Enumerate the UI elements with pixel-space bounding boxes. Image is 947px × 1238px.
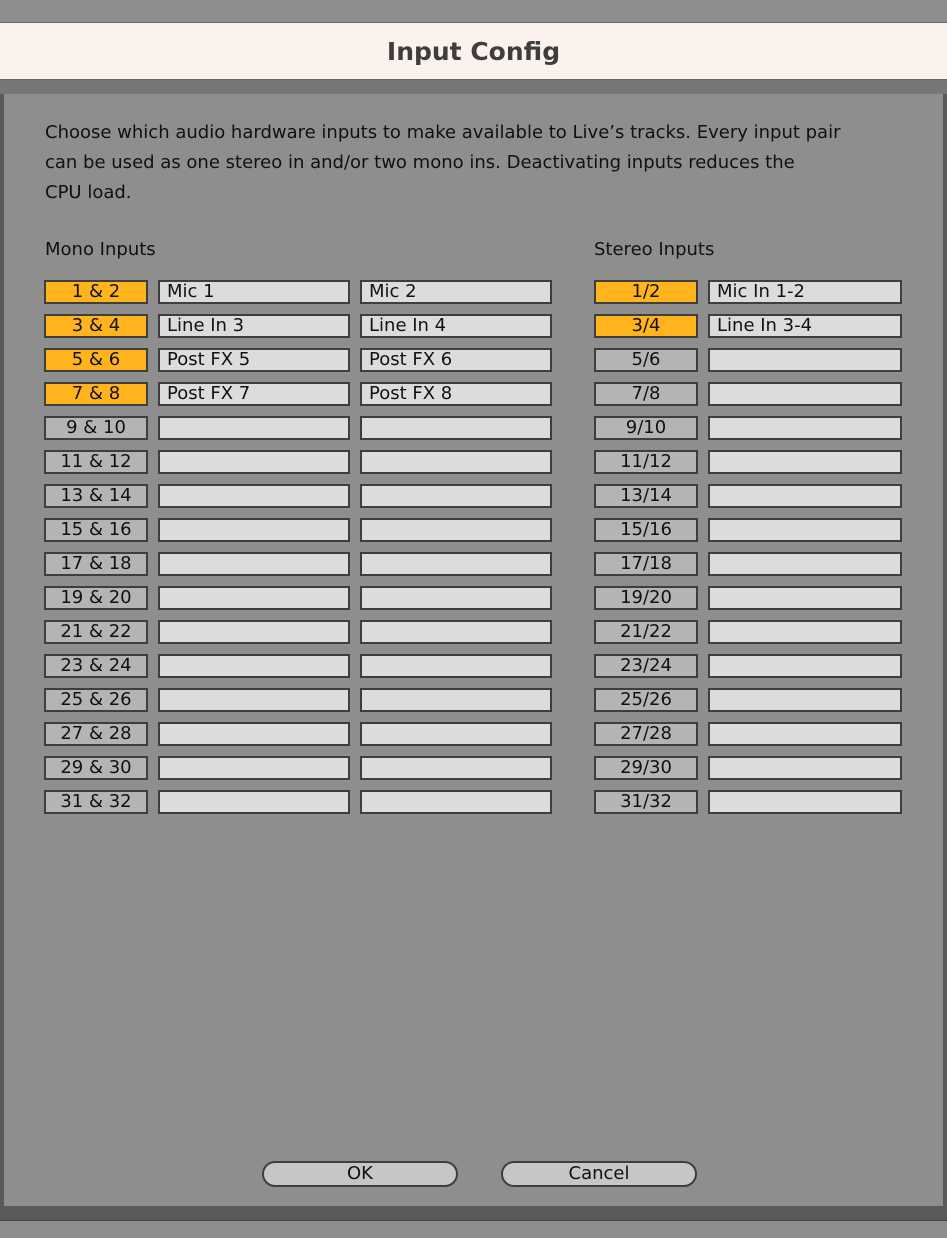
mono-left-name-field[interactable]	[158, 620, 350, 644]
stereo-inputs-label: Stereo Inputs	[594, 239, 715, 260]
mono-right-name-field[interactable]	[360, 756, 552, 780]
mono-pair-toggle[interactable]: 3 & 4	[44, 314, 148, 338]
stereo-pair-toggle[interactable]: 7/8	[594, 382, 698, 406]
stereo-name-field[interactable]	[708, 450, 902, 474]
mono-pair-toggle[interactable]: 21 & 22	[44, 620, 148, 644]
stereo-pair-toggle[interactable]: 1/2	[594, 280, 698, 304]
mono-pair-toggle[interactable]: 13 & 14	[44, 484, 148, 508]
stereo-pair-toggle[interactable]: 9/10	[594, 416, 698, 440]
stereo-pair-toggle[interactable]: 27/28	[594, 722, 698, 746]
mono-left-name-field[interactable]	[158, 518, 350, 542]
dialog-panel	[0, 94, 947, 1206]
stereo-name-field[interactable]: Mic In 1-2	[708, 280, 902, 304]
mono-left-name-field[interactable]	[158, 756, 350, 780]
window-title: Input Config	[0, 22, 947, 80]
mono-pair-toggle[interactable]: 31 & 32	[44, 790, 148, 814]
dialog-bottom-edge	[0, 1206, 947, 1220]
mono-pair-toggle[interactable]: 7 & 8	[44, 382, 148, 406]
mono-right-name-field[interactable]	[360, 586, 552, 610]
mono-pair-toggle[interactable]: 15 & 16	[44, 518, 148, 542]
mono-pair-toggle[interactable]: 11 & 12	[44, 450, 148, 474]
mono-left-name-field[interactable]: Line In 3	[158, 314, 350, 338]
description-line: Choose which audio hardware inputs to make available to Live’s tracks. Every input pair	[45, 122, 841, 143]
stereo-pair-toggle[interactable]: 29/30	[594, 756, 698, 780]
stereo-name-field[interactable]	[708, 722, 902, 746]
stereo-name-field[interactable]	[708, 790, 902, 814]
stereo-name-field[interactable]	[708, 348, 902, 372]
mono-right-name-field[interactable]	[360, 484, 552, 508]
mono-pair-toggle[interactable]: 27 & 28	[44, 722, 148, 746]
mono-right-name-field[interactable]	[360, 620, 552, 644]
mono-right-name-field[interactable]	[360, 450, 552, 474]
mono-pair-toggle[interactable]: 5 & 6	[44, 348, 148, 372]
description-line: CPU load.	[45, 182, 132, 203]
mono-left-name-field[interactable]	[158, 484, 350, 508]
mono-pair-toggle[interactable]: 25 & 26	[44, 688, 148, 712]
stereo-name-field[interactable]	[708, 552, 902, 576]
mono-right-name-field[interactable]	[360, 518, 552, 542]
mono-pair-toggle[interactable]: 1 & 2	[44, 280, 148, 304]
stereo-pair-toggle[interactable]: 3/4	[594, 314, 698, 338]
stereo-name-field[interactable]	[708, 382, 902, 406]
mono-right-name-field[interactable]: Post FX 6	[360, 348, 552, 372]
stereo-pair-toggle[interactable]: 19/20	[594, 586, 698, 610]
mono-left-name-field[interactable]	[158, 552, 350, 576]
stereo-name-field[interactable]	[708, 688, 902, 712]
mono-left-name-field[interactable]	[158, 688, 350, 712]
stereo-name-field[interactable]	[708, 416, 902, 440]
stereo-pair-toggle[interactable]: 15/16	[594, 518, 698, 542]
mono-pair-toggle[interactable]: 23 & 24	[44, 654, 148, 678]
stereo-name-field[interactable]	[708, 620, 902, 644]
stereo-pair-toggle[interactable]: 25/26	[594, 688, 698, 712]
stereo-pair-toggle[interactable]: 21/22	[594, 620, 698, 644]
mono-right-name-field[interactable]	[360, 790, 552, 814]
stereo-name-field[interactable]: Line In 3-4	[708, 314, 902, 338]
mono-pair-toggle[interactable]: 9 & 10	[44, 416, 148, 440]
mono-pair-toggle[interactable]: 29 & 30	[44, 756, 148, 780]
description	[45, 118, 915, 208]
mono-pair-toggle[interactable]: 17 & 18	[44, 552, 148, 576]
mono-right-name-field[interactable]	[360, 688, 552, 712]
stereo-pair-toggle[interactable]: 31/32	[594, 790, 698, 814]
mono-right-name-field[interactable]	[360, 654, 552, 678]
stereo-pair-toggle[interactable]: 23/24	[594, 654, 698, 678]
window-bottom-strip	[0, 1220, 947, 1238]
mono-right-name-field[interactable]	[360, 722, 552, 746]
stereo-name-field[interactable]	[708, 484, 902, 508]
mono-right-name-field[interactable]	[360, 416, 552, 440]
mono-left-name-field[interactable]	[158, 416, 350, 440]
ok-button[interactable]: OK	[262, 1161, 458, 1187]
mono-left-name-field[interactable]	[158, 586, 350, 610]
stereo-pair-toggle[interactable]: 5/6	[594, 348, 698, 372]
mono-left-name-field[interactable]	[158, 722, 350, 746]
mono-inputs-label: Mono Inputs	[45, 239, 156, 260]
mono-right-name-field[interactable]: Line In 4	[360, 314, 552, 338]
mono-left-name-field[interactable]	[158, 450, 350, 474]
mono-left-name-field[interactable]: Mic 1	[158, 280, 350, 304]
cancel-button[interactable]: Cancel	[501, 1161, 697, 1187]
stereo-name-field[interactable]	[708, 654, 902, 678]
window-top-strip	[0, 0, 947, 22]
stereo-pair-toggle[interactable]: 11/12	[594, 450, 698, 474]
mono-right-name-field[interactable]: Mic 2	[360, 280, 552, 304]
stereo-pair-toggle[interactable]: 17/18	[594, 552, 698, 576]
mono-right-name-field[interactable]: Post FX 8	[360, 382, 552, 406]
title-separator	[0, 80, 947, 94]
mono-pair-toggle[interactable]: 19 & 20	[44, 586, 148, 610]
description-line: can be used as one stereo in and/or two mono ins. Deactivating inputs reduces the	[45, 152, 795, 173]
mono-right-name-field[interactable]	[360, 552, 552, 576]
mono-left-name-field[interactable]	[158, 790, 350, 814]
mono-left-name-field[interactable]: Post FX 5	[158, 348, 350, 372]
stereo-pair-toggle[interactable]: 13/14	[594, 484, 698, 508]
stereo-name-field[interactable]	[708, 518, 902, 542]
stereo-name-field[interactable]	[708, 586, 902, 610]
mono-left-name-field[interactable]: Post FX 7	[158, 382, 350, 406]
stereo-name-field[interactable]	[708, 756, 902, 780]
mono-left-name-field[interactable]	[158, 654, 350, 678]
